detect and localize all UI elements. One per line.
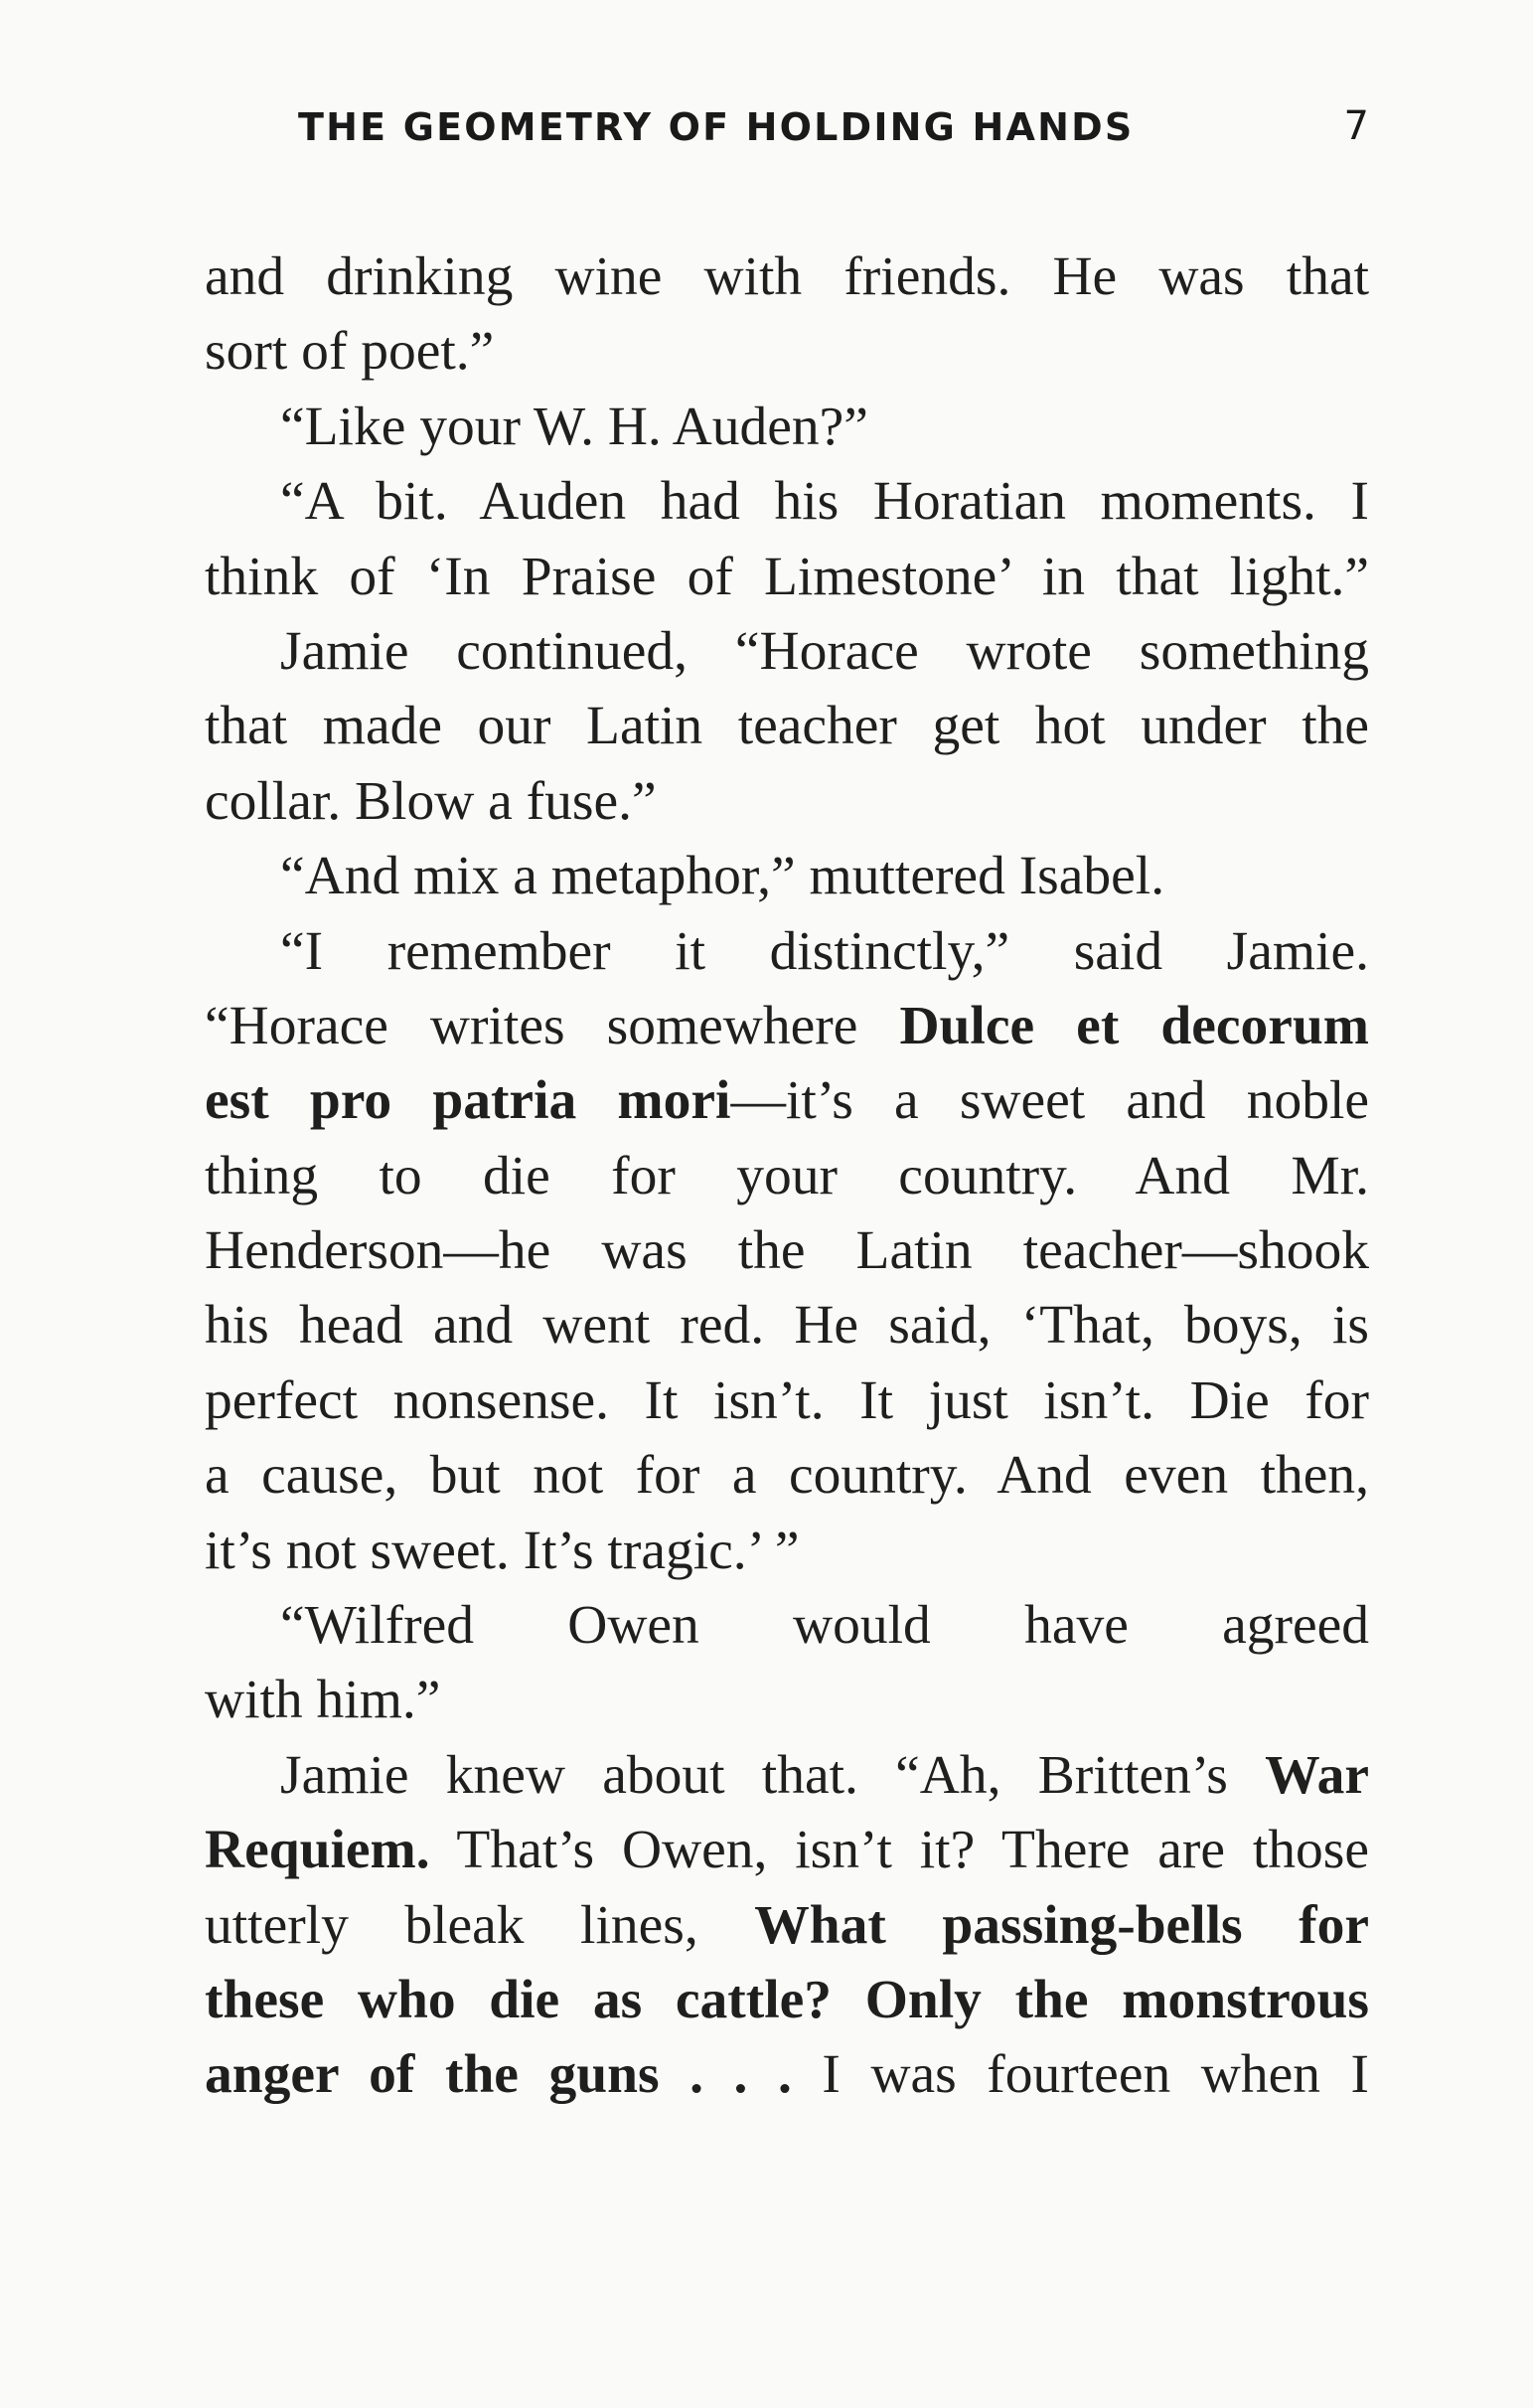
- text-span: think of ‘In Praise of Limestone’ in that light.”: [205, 546, 1369, 607]
- bold-text-span: Dulce et decorum: [899, 995, 1369, 1056]
- text-line: [205, 1588, 1369, 1663]
- text-line: [205, 1813, 1369, 1887]
- text-line: [205, 1288, 1369, 1363]
- text-line: [205, 1438, 1369, 1513]
- text-span: Jamie continued, “Horace wrote something: [280, 620, 1369, 682]
- text-line: [205, 1213, 1369, 1288]
- text-span: perfect nonsense. It isn’t. It just isn’t. Die for: [205, 1369, 1369, 1431]
- text-line: [205, 540, 1369, 614]
- text-span: “I remember it distinctly,” said Jamie.: [280, 920, 1369, 982]
- bold-text-span: anger of the guns . . .: [205, 2044, 792, 2106]
- text-span: I was fourteen when I: [791, 2044, 1369, 2106]
- text-span: sort of poet.”: [205, 321, 495, 383]
- text-span: and drinking wine with friends. He was that: [205, 246, 1369, 307]
- text-line: [205, 764, 1369, 839]
- bold-text-span: these who die as cattle? Only the monstrous: [205, 1969, 1369, 2030]
- text-span: collar. Blow a fuse.”: [205, 770, 657, 832]
- bold-text-span: Requiem.: [205, 1820, 430, 1881]
- text-line: [205, 689, 1369, 763]
- bold-text-span: What passing-bells for: [754, 1894, 1369, 1956]
- text-line: [205, 1888, 1369, 1963]
- text-line: [205, 390, 1369, 464]
- text-span: “A bit. Auden had his Horatian moments. I: [280, 471, 1369, 533]
- text-span: Henderson—he was the Latin teacher—shook: [205, 1220, 1369, 1282]
- text-line: [205, 240, 1369, 314]
- text-span: utterly bleak lines,: [205, 1894, 755, 1956]
- text-span: “And mix a metaphor,” muttered Isabel.: [280, 846, 1165, 907]
- text-line: [205, 914, 1369, 989]
- text-line: [205, 1063, 1369, 1138]
- text-span: a cause, but not for a country. And even then,: [205, 1445, 1369, 1507]
- text-span: “Horace writes somewhere: [205, 995, 900, 1056]
- page-number: 7: [1343, 103, 1369, 149]
- text-span: thing to die for your country. And Mr.: [205, 1145, 1369, 1206]
- text-line: [205, 1963, 1369, 2037]
- text-span: it’s not sweet. It’s tragic.’ ”: [205, 1520, 800, 1581]
- running-header-title: THE GEOMETRY OF HOLDING HANDS: [298, 105, 1135, 149]
- text-span: Jamie knew about that. “Ah, Britten’s: [280, 1744, 1266, 1806]
- text-span: —it’s a sweet and noble: [730, 1070, 1370, 1132]
- text-line: [205, 1364, 1369, 1438]
- text-span: “Wilfred Owen would have agreed: [280, 1595, 1369, 1657]
- text-line: [205, 989, 1369, 1063]
- text-line: [205, 1139, 1369, 1213]
- running-header: [298, 99, 1369, 159]
- bold-text-span: War: [1265, 1744, 1369, 1806]
- text-line: [205, 839, 1369, 913]
- text-line: [205, 1738, 1369, 1813]
- text-line: [205, 314, 1369, 389]
- text-span: that made our Latin teacher get hot under the: [205, 696, 1369, 757]
- text-line: [205, 614, 1369, 689]
- text-span: That’s Owen, isn’t it? There are those: [429, 1820, 1369, 1881]
- text-line: [205, 1514, 1369, 1588]
- text-line: [205, 2037, 1369, 2112]
- text-line: [205, 464, 1369, 539]
- text-line: [205, 1663, 1369, 1737]
- text-span: his head and went red. He said, ‘That, boys, is: [205, 1295, 1369, 1357]
- text-span: “Like your W. H. Auden?”: [280, 396, 868, 457]
- bold-text-span: est pro patria mori: [205, 1070, 731, 1132]
- body-text: [205, 240, 1369, 2113]
- text-span: with him.”: [205, 1670, 441, 1731]
